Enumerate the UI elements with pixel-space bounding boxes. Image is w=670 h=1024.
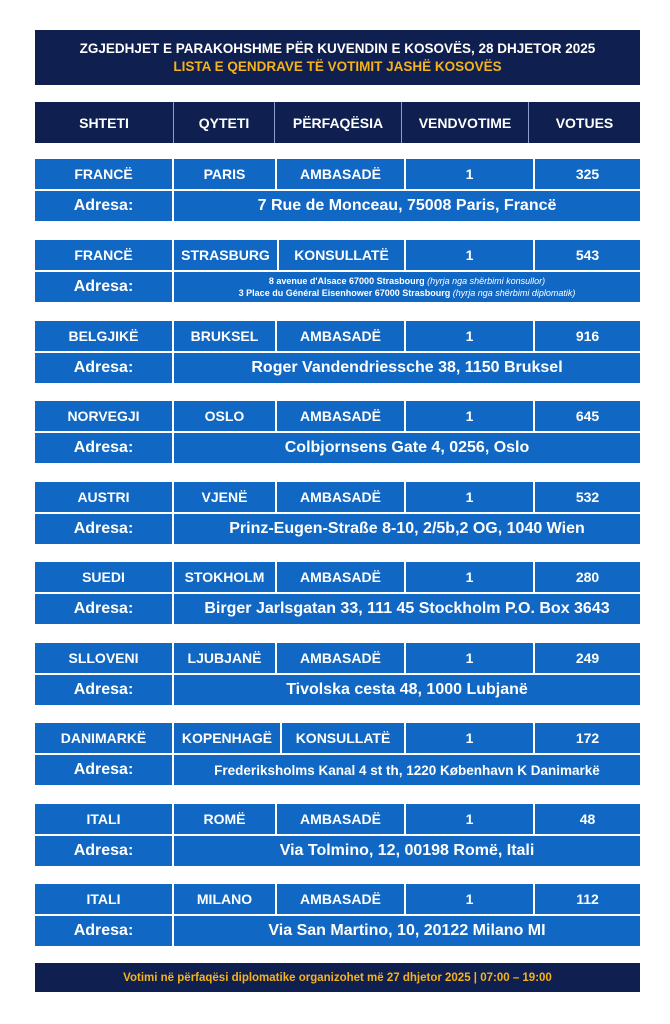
- entry-address: [174, 272, 640, 302]
- entry-mission: AMBASADË: [277, 804, 404, 834]
- entry-block: [35, 482, 640, 544]
- entry-country: BELGJIKË: [35, 321, 172, 351]
- entry-voters: 112: [535, 884, 640, 914]
- address-row: [35, 353, 640, 383]
- entry-polling-places: 1: [406, 240, 533, 270]
- entry-city: PARIS: [174, 159, 275, 189]
- address-line-2: [239, 287, 576, 299]
- entry-block: [35, 643, 640, 705]
- entry-block: [35, 321, 640, 383]
- entry-address: Birger Jarlsgatan 33, 111 45 Stockholm P.O. Box 3643: [174, 594, 640, 624]
- entry-mission: AMBASADË: [277, 401, 404, 431]
- entry-block: [35, 723, 640, 785]
- address-label: Adresa:: [35, 916, 172, 946]
- header-mission: PËRFAQËSIA: [275, 102, 402, 143]
- address-label: Adresa:: [35, 191, 172, 221]
- entry-address: 7 Rue de Monceau, 75008 Paris, Francë: [174, 191, 640, 221]
- entry-voters: 280: [535, 562, 640, 592]
- address-label: Adresa:: [35, 836, 172, 866]
- address-label: Adresa:: [35, 353, 172, 383]
- entry-voters: 543: [535, 240, 640, 270]
- title-banner: [35, 30, 640, 85]
- entry-voters: 532: [535, 482, 640, 512]
- header-city: QYTETI: [174, 102, 275, 143]
- address-label: Adresa:: [35, 675, 172, 705]
- entry-row: [35, 159, 640, 189]
- address-line-1-text: 8 avenue d'Alsace 67000 Strasbourg: [268, 276, 425, 286]
- entry-country: SUEDI: [35, 562, 172, 592]
- entry-city: ROMË: [174, 804, 275, 834]
- entry-address: Tivolska cesta 48, 1000 Lubjanë: [174, 675, 640, 705]
- entry-voters: 48: [535, 804, 640, 834]
- entry-country: NORVEGJI: [35, 401, 172, 431]
- entry-country: ITALI: [35, 804, 172, 834]
- address-line-2-note: (hyrja nga shërbimi diplomatik): [452, 288, 576, 298]
- entry-country: FRANCË: [35, 159, 172, 189]
- entry-polling-places: 1: [406, 321, 533, 351]
- entry-mission: AMBASADË: [277, 159, 404, 189]
- entry-row: [35, 723, 640, 753]
- entry-address: Via San Martino, 10, 20122 Milano MI: [174, 916, 640, 946]
- address-label: Adresa:: [35, 594, 172, 624]
- entry-address: Roger Vandendriessche 38, 1150 Bruksel: [174, 353, 640, 383]
- entry-polling-places: 1: [406, 401, 533, 431]
- address-row: [35, 755, 640, 785]
- address-label: Adresa:: [35, 755, 172, 785]
- entry-mission: AMBASADË: [277, 321, 404, 351]
- entry-city: VJENË: [174, 482, 275, 512]
- address-line-1-note: (hyrja nga shërbimi konsullor): [427, 276, 546, 286]
- address-row: [35, 433, 640, 463]
- entry-mission: KONSULLATË: [279, 240, 404, 270]
- address-label: Adresa:: [35, 272, 172, 302]
- entry-city: OSLO: [174, 401, 275, 431]
- address-row: [35, 514, 640, 544]
- entry-block: [35, 562, 640, 624]
- entry-row: [35, 240, 640, 270]
- page-subtitle: LISTA E QENDRAVE TË VOTIMIT JASHË KOSOVËS: [173, 59, 502, 74]
- address-row: [35, 836, 640, 866]
- entry-address: Via Tolmino, 12, 00198 Romë, Itali: [174, 836, 640, 866]
- entry-country: FRANCË: [35, 240, 172, 270]
- entry-address: Frederiksholms Kanal 4 st th, 1220 København K Danimarkë: [174, 755, 640, 785]
- entry-block: [35, 804, 640, 866]
- page-title: ZGJEDHJET E PARAKOHSHME PËR KUVENDIN E KOSOVËS, 28 DHJETOR 2025: [79, 41, 596, 56]
- entry-address: Prinz-Eugen-Straße 8-10, 2/5b,2 OG, 1040 Wien: [174, 514, 640, 544]
- header-country: SHTETI: [35, 102, 174, 143]
- entry-mission: AMBASADË: [277, 562, 404, 592]
- address-label: Adresa:: [35, 433, 172, 463]
- entry-city: BRUKSEL: [174, 321, 275, 351]
- entry-voters: 645: [535, 401, 640, 431]
- entry-polling-places: 1: [406, 884, 533, 914]
- table-header: [35, 102, 640, 143]
- entry-city: LJUBJANË: [174, 643, 275, 673]
- entry-voters: 172: [535, 723, 640, 753]
- entry-city: MILANO: [174, 884, 275, 914]
- entry-mission: AMBASADË: [277, 482, 404, 512]
- address-row: [35, 916, 640, 946]
- entry-address: Colbjornsens Gate 4, 0256, Oslo: [174, 433, 640, 463]
- entry-block: [35, 884, 640, 946]
- address-row: [35, 594, 640, 624]
- address-row: [35, 675, 640, 705]
- entry-country: AUSTRI: [35, 482, 172, 512]
- address-row: [35, 191, 640, 221]
- header-polling-places: VENDVOTIME: [402, 102, 529, 143]
- entry-row: [35, 401, 640, 431]
- entry-block: [35, 159, 640, 221]
- entry-polling-places: 1: [406, 643, 533, 673]
- address-line-2-text: 3 Place du Général Eisenhower 67000 Strasbourg: [238, 288, 451, 298]
- entry-row: [35, 482, 640, 512]
- entry-country: ITALI: [35, 884, 172, 914]
- entry-polling-places: 1: [406, 562, 533, 592]
- entry-row: [35, 884, 640, 914]
- entry-mission: AMBASADË: [277, 884, 404, 914]
- entry-polling-places: 1: [406, 723, 533, 753]
- entry-voters: 249: [535, 643, 640, 673]
- address-line-1: [269, 275, 545, 287]
- entry-city: STRASBURG: [174, 240, 277, 270]
- entry-country: SLLOVENI: [35, 643, 172, 673]
- address-row: [35, 272, 640, 302]
- entry-city: KOPENHAGË: [174, 723, 280, 753]
- entry-city: STOKHOLM: [174, 562, 275, 592]
- entry-polling-places: 1: [406, 804, 533, 834]
- entry-voters: 916: [535, 321, 640, 351]
- entry-row: [35, 643, 640, 673]
- entry-mission: AMBASADË: [277, 643, 404, 673]
- entry-row: [35, 562, 640, 592]
- entry-voters: 325: [535, 159, 640, 189]
- entry-polling-places: 1: [406, 482, 533, 512]
- entry-polling-places: 1: [406, 159, 533, 189]
- entry-block: [35, 240, 640, 302]
- entry-block: [35, 401, 640, 463]
- entry-row: [35, 804, 640, 834]
- header-voters: VOTUES: [555, 114, 614, 131]
- footer-note: Votimi në përfaqësi diplomatike organizohet më 27 dhjetor 2025 | 07:00 – 19:00: [35, 963, 640, 992]
- entry-mission: KONSULLATË: [282, 723, 404, 753]
- address-label: Adresa:: [35, 514, 172, 544]
- entry-row: [35, 321, 640, 351]
- entry-country: DANIMARKË: [35, 723, 172, 753]
